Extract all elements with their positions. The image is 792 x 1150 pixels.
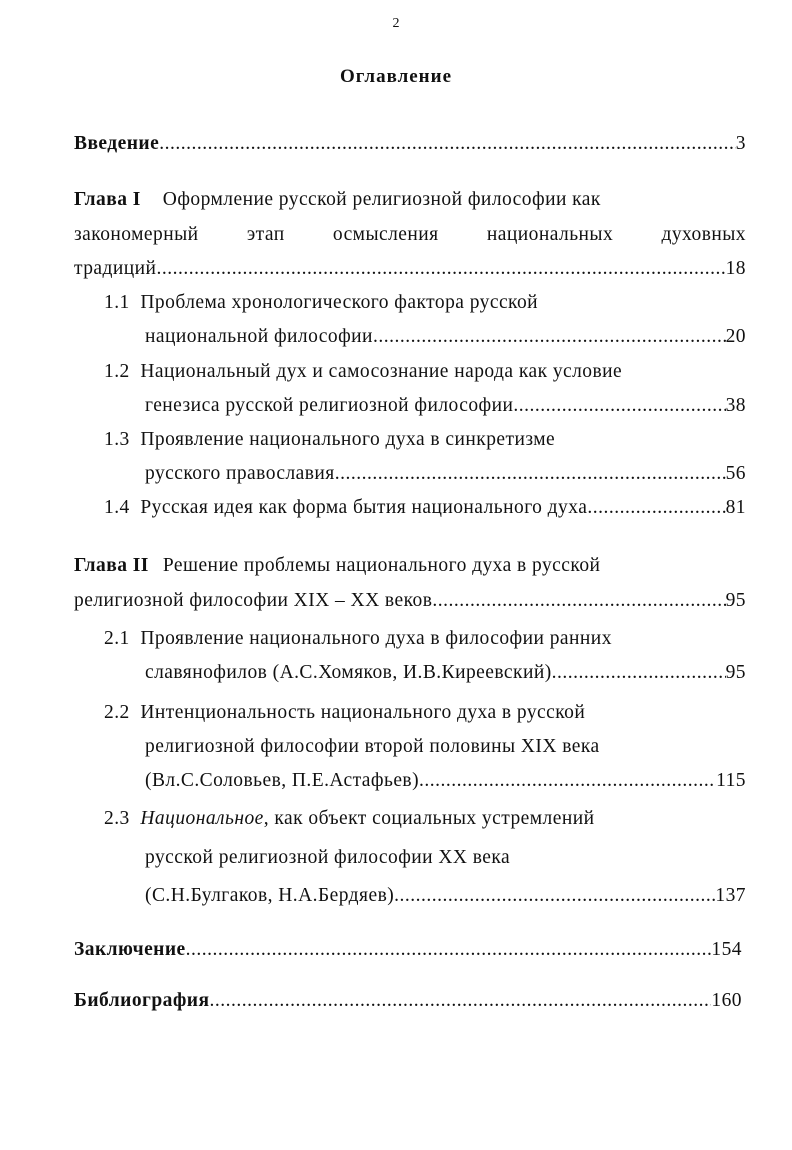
section-number: 1.2 [104,361,130,382]
chapter-label: Глава I [74,189,141,210]
chapter-heading-line [74,187,746,213]
section-1-2-line1 [104,359,622,385]
chapter-title-line: религиозной философии XIX – XX веков [74,590,433,611]
leader-dots [156,256,725,282]
section-title: славянофилов (А.С.Хомяков, И.В.Киреевский) [145,662,552,683]
toc-page-number: 160 [711,990,742,1011]
toc-entry-intro[interactable] [74,131,746,157]
section-number: 2.2 [104,702,130,723]
section-number: 1.4 [104,497,130,518]
leader-dots [373,324,726,350]
leader-dots [394,883,715,909]
toc-page-number: 3 [735,133,746,154]
section-1-1-line2[interactable] [145,324,746,350]
toc-page-number: 38 [725,395,746,416]
toc-page-number: 81 [725,497,746,518]
section-title: , как объект социальных устремлений [263,808,595,829]
toc-page-number: 115 [716,770,746,791]
toc-entry-label: Заключение [74,939,186,960]
leader-dots [587,495,725,521]
section-1-2-line2[interactable] [145,393,746,419]
section-title: (С.Н.Булгаков, Н.А.Бердяев) [145,885,395,906]
chapter-heading-line [74,553,746,579]
toc-page-number: 18 [725,258,746,279]
section-1-3-line1 [104,427,555,453]
section-title: русской религиозной философии XX века [145,847,511,868]
section-title: Интенциональность национального духа в русской [140,702,586,723]
section-2-1-line2[interactable] [145,660,746,686]
leader-dots [419,768,716,794]
leader-dots [186,937,712,963]
section-title: религиозной философии второй половины XIX века [145,736,600,757]
toc-page-number: 154 [711,939,742,960]
toc-entry-label: Библиография [74,990,210,1011]
chapter-title-line: традиций [74,258,157,279]
toc-page-number: 95 [725,590,746,611]
toc-entry-bibliography[interactable] [74,988,742,1014]
section-1-4[interactable] [104,495,746,521]
section-title: Русская идея как форма бытия национального духа [140,497,588,518]
toc-entry-label: Введение [74,133,160,154]
section-2-2-line1 [104,700,585,726]
section-title: (Вл.С.Соловьев, П.Е.Астафьев) [145,770,420,791]
section-2-1-line1 [104,626,612,652]
leader-dots [513,393,725,419]
section-number: 1.1 [104,292,130,313]
leader-dots [552,660,726,686]
section-title: Национальный дух и самосознание народа как условие [140,361,623,382]
chapter-title-last-line [74,256,746,282]
leader-dots [432,588,725,614]
toc-title: Оглавление [339,66,453,87]
chapter-title-line: Оформление русской религиозной философии как [162,189,601,210]
section-number: 2.1 [104,628,130,649]
section-2-3-line1 [104,806,594,832]
section-title-italic: Национальное [140,808,264,829]
section-1-1-line1 [104,290,538,316]
section-title: Проявление национального духа в синкретизме [140,429,556,450]
section-2-3-line3[interactable] [145,883,746,909]
section-title: Проблема хронологического фактора русской [140,292,539,313]
page-number: 2 [392,16,400,31]
section-title: русского православия [145,463,335,484]
section-2-2-line3[interactable] [145,768,746,794]
section-1-3-line2[interactable] [145,461,746,487]
section-number: 2.3 [104,808,130,829]
leader-dots [159,131,736,157]
section-title: Проявление национального духа в философии ранних [140,628,612,649]
section-title: национальной философии [145,326,373,347]
toc-page-number: 56 [725,463,746,484]
chapter-label: Глава II [74,555,149,576]
section-number: 1.3 [104,429,130,450]
chapter-title-line: закономерный этап осмысления национальных духовных [74,224,746,245]
chapter-title-line: Решение проблемы национального духа в русской [162,555,601,576]
toc-page-number: 20 [725,326,746,347]
toc-page-number: 95 [725,662,746,683]
leader-dots [209,988,711,1014]
toc-page-number: 137 [715,885,746,906]
leader-dots [335,461,726,487]
section-title: генезиса русской религиозной философии [145,395,514,416]
chapter-title-last-line [74,588,746,614]
toc-entry-conclusion[interactable] [74,937,742,963]
